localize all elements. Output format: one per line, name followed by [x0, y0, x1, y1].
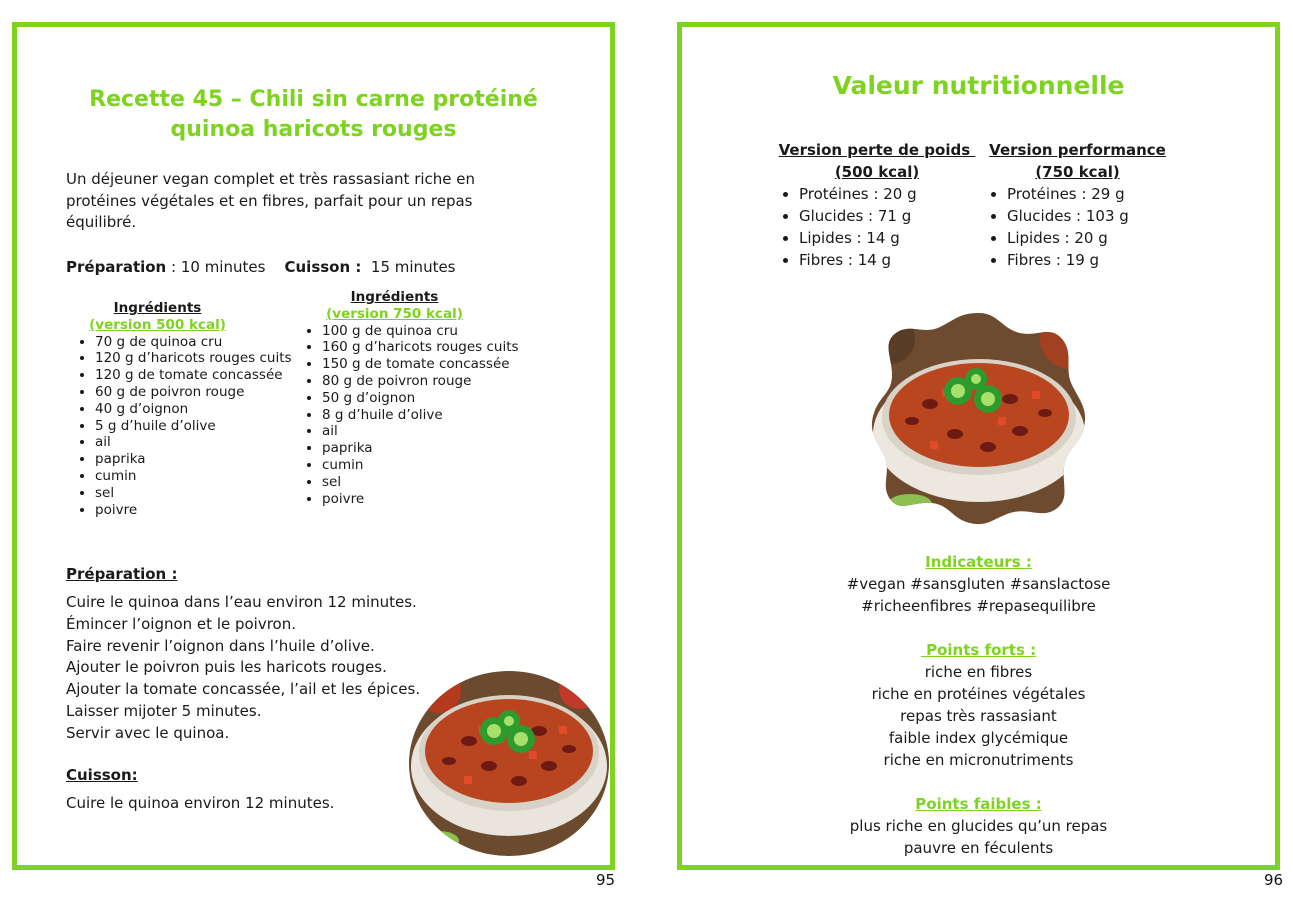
version-weight-loss-heading: Version perte de poids [778, 141, 976, 159]
ingredients-500-items [75, 334, 315, 519]
ingredients-750-list [302, 289, 537, 507]
preparation-step: Ajouter la tomate concassée, l’ail et les épices. [66, 680, 421, 699]
ingredients-500-heading: Ingrédients [113, 300, 202, 316]
ingredient-item: • 50 g d’oignon [322, 390, 537, 407]
ingredient-item: • cumin [95, 468, 315, 485]
weakness-item: pauvre en féculents [903, 839, 1054, 857]
nutrient-item: • Lipides : 20 g [1007, 227, 1170, 249]
ingredient-item: • 60 g de poivron rouge [95, 384, 315, 401]
ingredient-item: • 120 g de tomate concassée [95, 367, 315, 384]
cooking-text: Cuire le quinoa environ 12 minutes. [66, 794, 335, 812]
preparation-step: Ajouter le poivron puis les haricots rouges. [66, 658, 387, 677]
version-weight-loss [777, 139, 977, 271]
preparation-step: Émincer l’oignon et le poivron. [66, 614, 297, 633]
cooking-heading: Cuisson: [66, 766, 138, 784]
recipe-title [17, 85, 610, 145]
ingredient-item: • sel [322, 474, 537, 491]
indicators-line: #richeenfibres #repasequilibre [861, 597, 1096, 615]
ingredient-item: • 5 g d’huile d’olive [95, 418, 315, 435]
preparation-steps [66, 592, 420, 745]
weakness-item: plus riche en glucides qu’un repas [849, 817, 1108, 835]
nutrient-item: • Fibres : 14 g [799, 249, 977, 271]
ingredient-item: • ail [95, 434, 315, 451]
nutrient-item: • Protéines : 29 g [1007, 183, 1170, 205]
ingredients-750-heading: Ingrédients [350, 289, 439, 305]
ingredient-item: • cumin [322, 457, 537, 474]
recipe-page [12, 22, 615, 870]
ingredient-item: • 8 g d’huile d’olive [322, 407, 537, 424]
ingredient-item: • 120 g d’haricots rouges cuits [95, 350, 315, 367]
page-number-right: 96 [1264, 871, 1284, 889]
indicators-line: #vegan #sansgluten #sanslactose [846, 575, 1111, 593]
preparation-step: Servir avec le quinoa. [66, 723, 230, 742]
strengths-label: Points forts : [920, 641, 1037, 659]
preparation-step: Cuire le quinoa dans l’eau environ 12 minutes. [66, 593, 417, 611]
weaknesses-list [682, 815, 1275, 859]
cook-time-value: 15 minutes [361, 258, 456, 276]
nutrient-item: • Protéines : 20 g [799, 183, 977, 205]
nutrient-item: • Lipides : 14 g [799, 227, 977, 249]
ingredient-item: • sel [95, 485, 315, 502]
page-number-left: 95 [596, 871, 616, 889]
ingredients-750-subheading: (version 750 kcal) [326, 305, 463, 322]
ingredients-500-list [75, 300, 315, 518]
version-performance-subheading: (750 kcal) [1035, 163, 1120, 181]
cook-time-label: Cuisson : [284, 258, 362, 276]
ingredient-item: • 70 g de quinoa cru [95, 334, 315, 351]
weaknesses-block [682, 793, 1275, 859]
preparation-step: Faire revenir l’oignon dans l’huile d’olive. [66, 636, 375, 655]
strength-item: faible index glycémique [888, 729, 1069, 747]
version-weight-loss-items [777, 183, 977, 271]
indicators-block [682, 551, 1275, 617]
nutrient-item: • Fibres : 19 g [1007, 249, 1170, 271]
ingredient-item: • paprika [95, 451, 315, 468]
strength-item: riche en protéines végétales [871, 685, 1086, 703]
strength-item: riche en fibres [924, 663, 1033, 681]
preparation-heading: Préparation : [66, 565, 178, 583]
recipe-times [66, 258, 456, 276]
nutrient-item: • Glucides : 103 g [1007, 205, 1170, 227]
ingredient-item: • 40 g d’oignon [95, 401, 315, 418]
chili-bowl-photo [409, 671, 609, 856]
recipe-title-line-1: Recette 45 – Chili sin carne protéiné [89, 87, 538, 112]
recipe-intro: Un déjeuner vegan complet et très rassasiant riche en protéines végétales et en fibres, parfait pour un repas équilibré. [66, 170, 476, 231]
ingredients-500-subheading: (version 500 kcal) [89, 316, 226, 333]
version-performance [985, 139, 1170, 271]
ingredient-item: • 160 g d’haricots rouges cuits [322, 339, 537, 356]
chili-bowl-photo [870, 309, 1088, 527]
strengths-list [682, 661, 1275, 771]
preparation-step: Laisser mijoter 5 minutes. [66, 701, 262, 720]
weaknesses-label: Points faibles : [915, 795, 1042, 813]
recipe-title-line-2: quinoa haricots rouges [170, 117, 457, 142]
version-performance-heading: Version performance [989, 141, 1166, 159]
prep-time-value: : 10 minutes [166, 258, 266, 276]
ingredient-item: • 150 g de tomate concassée [322, 356, 537, 373]
version-performance-items [985, 183, 1170, 271]
prep-time-label: Préparation [66, 258, 167, 276]
strengths-block [682, 639, 1275, 771]
ingredient-item: • poivre [95, 502, 315, 519]
ingredient-item: • 80 g de poivron rouge [322, 373, 537, 390]
ingredient-item: • 100 g de quinoa cru [322, 323, 537, 340]
ingredients-750-items [302, 323, 537, 508]
strength-item: riche en micronutriments [883, 751, 1074, 769]
version-weight-loss-subheading: (500 kcal) [834, 163, 920, 181]
nutrition-page [677, 22, 1280, 870]
indicators-label: Indicateurs : [925, 553, 1032, 571]
strength-item: repas très rassasiant [900, 707, 1057, 725]
ingredient-item: • paprika [322, 440, 537, 457]
nutrient-item: • Glucides : 71 g [799, 205, 977, 227]
ingredient-item: • ail [322, 423, 537, 440]
nutrition-title: Valeur nutritionnelle [832, 71, 1125, 100]
ingredient-item: • poivre [322, 491, 537, 508]
